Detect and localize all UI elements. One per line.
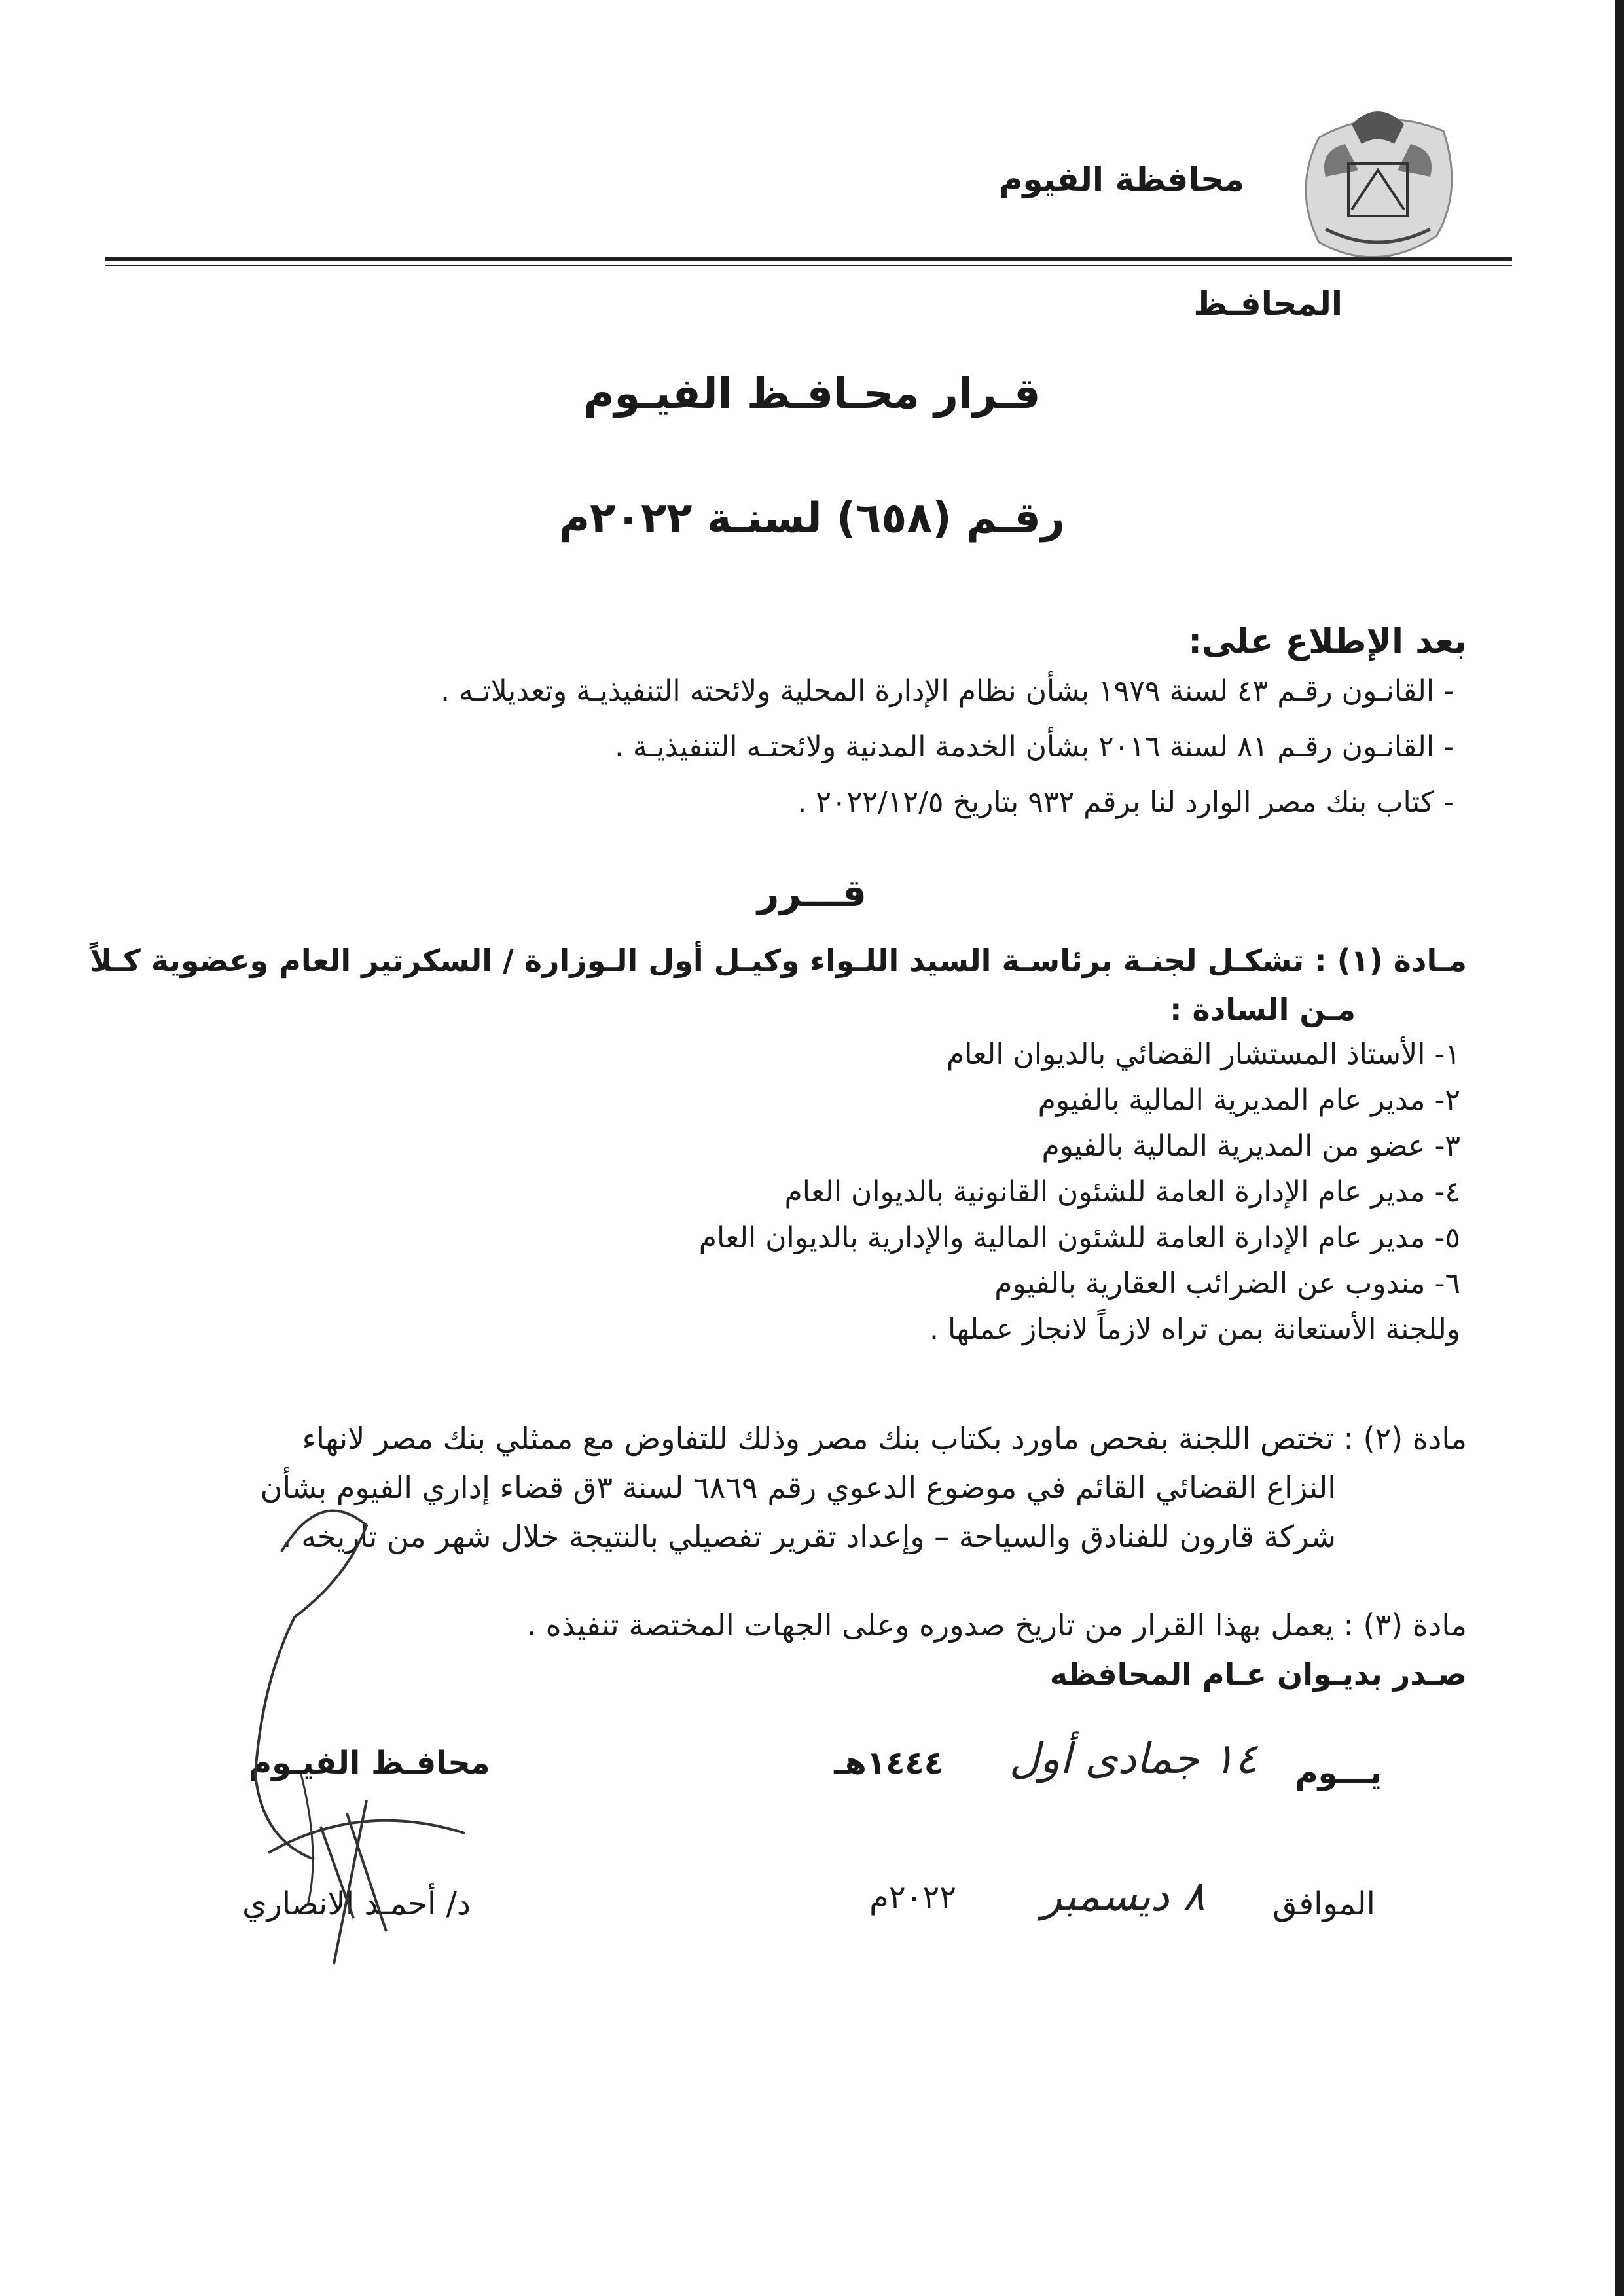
governor-name: د/ أحمـد الانصاري [242,1886,471,1922]
member-1: ١- الأستاذ المستشار القضائي بالديوان العام [947,1038,1460,1071]
decision-word: قـــرر [757,871,867,915]
issued-line: صـدر بديـوان عـام المحافظه [1049,1656,1467,1692]
article-2-line-2: النزاع القضائي القائم في موضوع الدعوي رقم ٦٨٦٩ لسنة ٣ق قضاء إداري الفيوم بشأن [260,1470,1336,1505]
preamble-heading: بعد الإطلاع على: [1188,622,1467,661]
committee-closing: وللجنة الأستعانة بمن تراه لازماً لانجاز عملها . [929,1313,1460,1346]
date-greg-label: الموافق [1272,1886,1375,1922]
preamble-item-1: - القانـون رقـم ٤٣ لسنة ١٩٧٩ بشأن نظام الإدارة المحلية ولائحته التنفيذيـة وتعديلاتـه . [441,674,1454,708]
decree-number: رقـم (٦٥٨) لسنـة ٢٠٢٢م [559,494,1065,543]
preamble-item-2: - القانـون رقـم ٨١ لسنة ٢٠١٦ بشأن الخدمة المدنية ولائحتـه التنفيذيـة . [614,730,1454,763]
date-hijri-label: يـــوم [1295,1755,1382,1791]
article-1-line-2: مـن السادة : [1170,992,1356,1027]
office-label: المحافـظ [1193,285,1343,323]
decree-title: قـرار محـافـظ الفيـوم [583,370,1041,418]
authority-name: محافظة الفيوم [998,160,1244,198]
article-2-line-1: مادة (٢) : تختص اللجنة بفحص ماورد بكتاب بنك مصر وذلك للتفاوض مع ممثلي بنك مصر لانهاء [302,1421,1467,1456]
article-3-line-1: مادة (٣) : يعمل بهذا القرار من تاريخ صدوره وعلى الجهات المختصة تنفيذه . [526,1607,1467,1643]
preamble-item-3: - كتاب بنك مصر الوارد لنا برقم ٩٣٢ بتاريخ ٢٠٢٢/١٢/٥ . [797,786,1454,819]
header-rule-thick [105,257,1512,261]
member-3: ٣- عضو من المديرية المالية بالفيوم [1041,1129,1460,1163]
member-5: ٥- مدير عام الإدارة العامة للشئون المالية والإدارية بالديوان العام [698,1221,1460,1254]
member-2: ٢- مدير عام المديرية المالية بالفيوم [1038,1084,1460,1117]
date-hijri-handwritten: ١٤ جمادى أول [1009,1735,1257,1783]
date-hijri-year: ١٤٤٤هـ [834,1745,943,1781]
scan-edge [1615,0,1624,2296]
article-2-line-3: شركة قارون للفنادق والسياحة – وإعداد تقرير تفصيلي بالنتيجة خلال شهر من تاريخه . [281,1519,1336,1554]
date-greg-year: ٢٠٢٢م [869,1879,956,1916]
governorate-emblem-icon [1280,98,1476,275]
article-1-line-1: مـادة (١) : تشكـل لجنـة برئاسـة السيد اللـواء وكيـل أول الـوزارة / السكرتير العام وعضوية كـلاً [90,943,1467,978]
member-4: ٤- مدير عام الإدارة العامة للشئون القانونية بالديوان العام [784,1175,1460,1209]
header-rule-thin [105,265,1512,266]
date-greg-handwritten: ٨ ديسمبر [1041,1872,1205,1921]
governor-signature-icon [151,1408,609,2030]
member-6: ٦- مندوب عن الضرائب العقارية بالفيوم [994,1267,1460,1300]
governor-title: محافـظ الفيـوم [249,1745,490,1781]
